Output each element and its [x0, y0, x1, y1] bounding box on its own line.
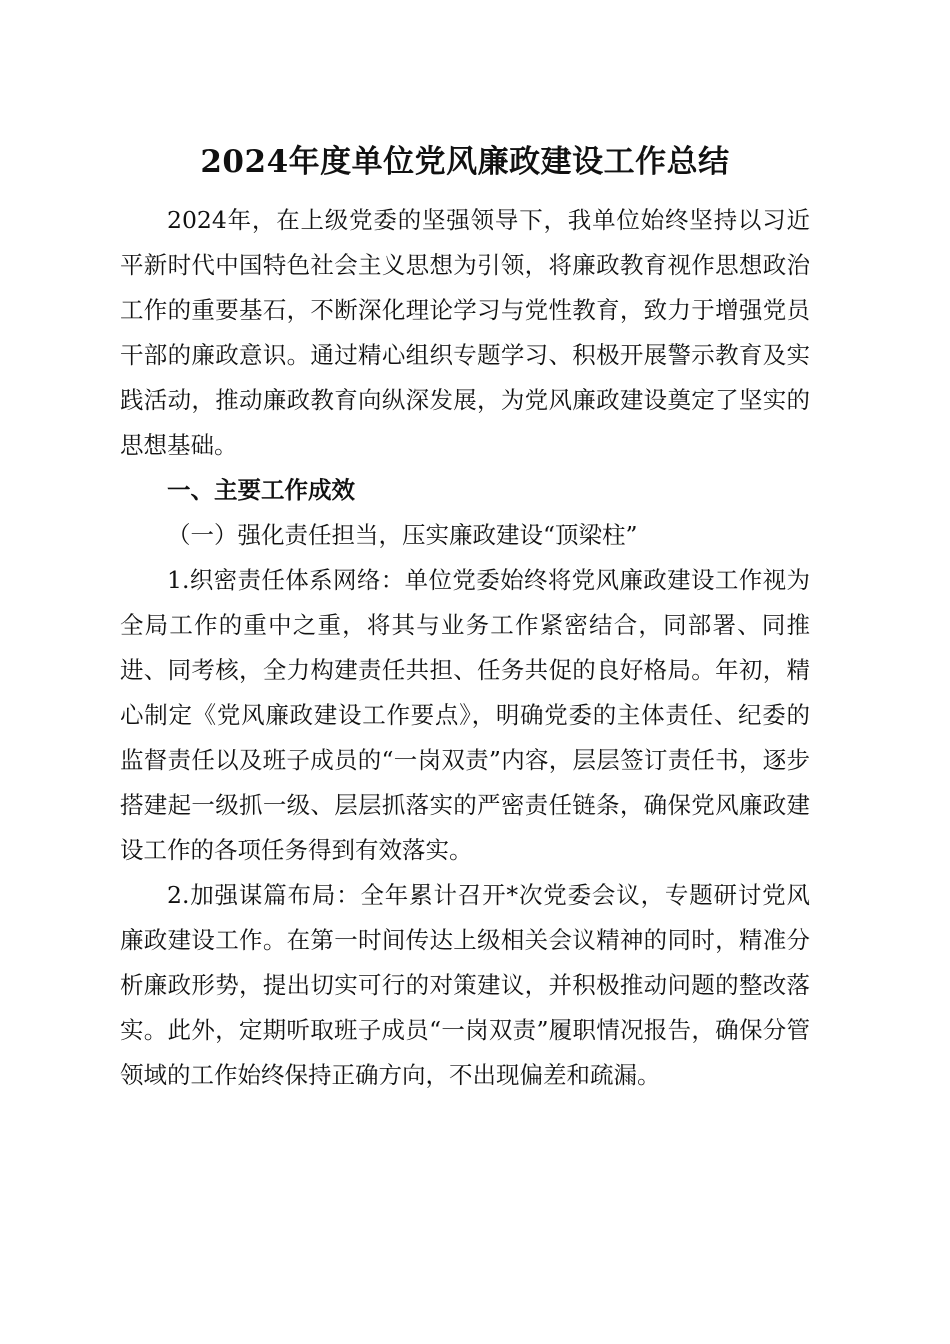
- intro-paragraph: 2024年，在上级党委的坚强领导下，我单位始终坚持以习近平新时代中国特色社会主义思想为引领，将廉政教育视作思想政治工作的重要基石，不断深化理论学习与党性教育，致力于增强党员干部的廉政意识。通过精心组织专题学习、积极开展警示教育及实践活动，推动廉政教育向纵深发展，为党风廉政建设奠定了坚实的思想基础。: [120, 206, 810, 459]
- subsection-heading-responsibility: （一）强化责任担当，压实廉政建设“顶梁柱”: [167, 521, 638, 549]
- section-heading-main-achievements: 一、主要工作成效: [167, 476, 355, 504]
- item-paragraph-1: 1.织密责任体系网络：单位党委始终将党风廉政建设工作视为全局工作的重中之重，将其与业务工作紧密结合，同部署、同推进、同考核，全力构建责任共担、任务共促的良好格局。年初，精心制定《党风廉政建设工作要点》，明确党委的主体责任、纪委的监督责任以及班子成员的“一岗双责”内容，层层签订责任书，逐步搭建起一级抓一级、层层抓落实的严密责任链条，确保党风廉政建设工作的各项任务得到有效落实。: [120, 566, 810, 864]
- document-title: 2024年度单位党风廉政建设工作总结: [200, 144, 730, 180]
- document-body: [120, 140, 810, 1098]
- item-paragraph-2: 2.加强谋篇布局：全年累计召开*次党委会议，专题研讨党风廉政建设工作。在第一时间传达上级相关会议精神的同时，精准分析廉政形势，提出切实可行的对策建议，并积极推动问题的整改落实。此外，定期听取班子成员“一岗双责”履职情况报告，确保分管领域的工作始终保持正确方向，不出现偏差和疏漏。: [120, 881, 810, 1089]
